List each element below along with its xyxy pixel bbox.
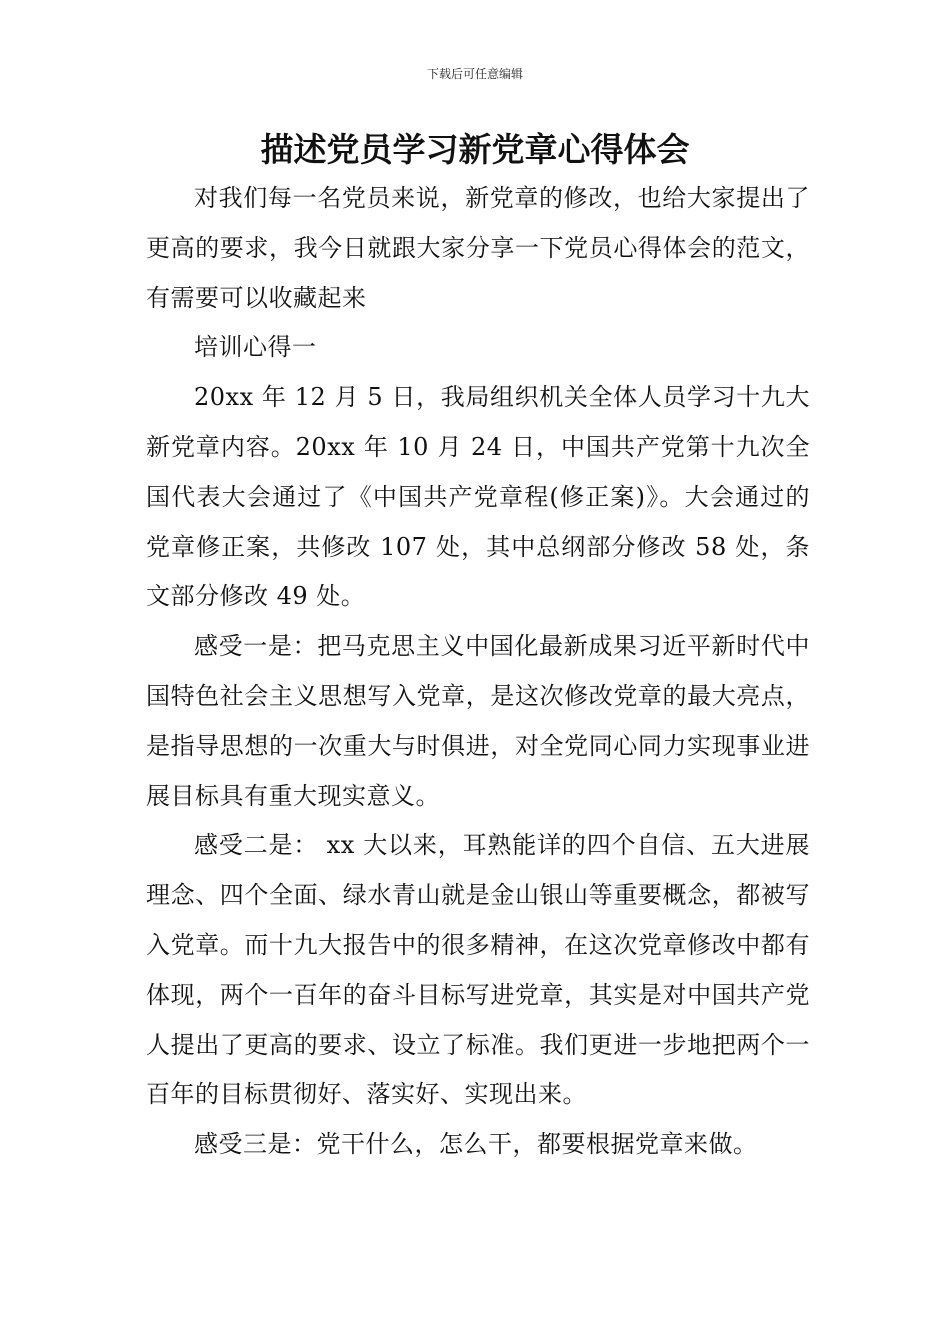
intro-paragraph: 对我们每一名党员来说，新党章的修改，也给大家提出了更高的要求，我今日就跟大家分享一下党员心得体会的范文，有需要可以收藏起来 [146,184,810,312]
document-body [146,174,810,1170]
section-heading: 培训心得一 [194,333,317,362]
body-paragraph: 感受一是：把马克思主义中国化最新成果习近平新时代中国特色社会主义思想写入党章，是这次修改党章的最大亮点，是指导思想的一次重大与时俱进，对全党同心同力实现事业进展目标具有重大现实意义。 [146,632,810,810]
body-paragraph: 感受三是：党干什么，怎么干，都要根据党章来做。 [194,1130,758,1159]
body-paragraph: 感受二是： xx 大以来，耳熟能详的四个自信、五大进展理念、四个全面、绿水青山就是金山银山等重要概念，都被写入党章。而十九大报告中的很多精神，在这次党章修改中都有体现，两个一百年的奋斗目标写进党章，其实是对中国共产党人提出了更高的要求、设立了标准。我们更进一步地把两个一百年的目标贯彻好、落实好、实现出来。 [146,831,810,1109]
header-note: 下载后可任意编辑 [426,67,523,81]
document-title: 描述党员学习新党章心得体会 [260,130,690,169]
body-paragraph: 20xx 年 12 月 5 日，我局组织机关全体人员学习十九大新党章内容。20xx 年 10 月 24 日，中国共产党第十九次全国代表大会通过了《中国共产党章程(修正案)》。大会通过的党章修正案，共修改 107 处，其中总纲部分修改 58 处，条文部分修改 49 处。 [146,383,810,611]
